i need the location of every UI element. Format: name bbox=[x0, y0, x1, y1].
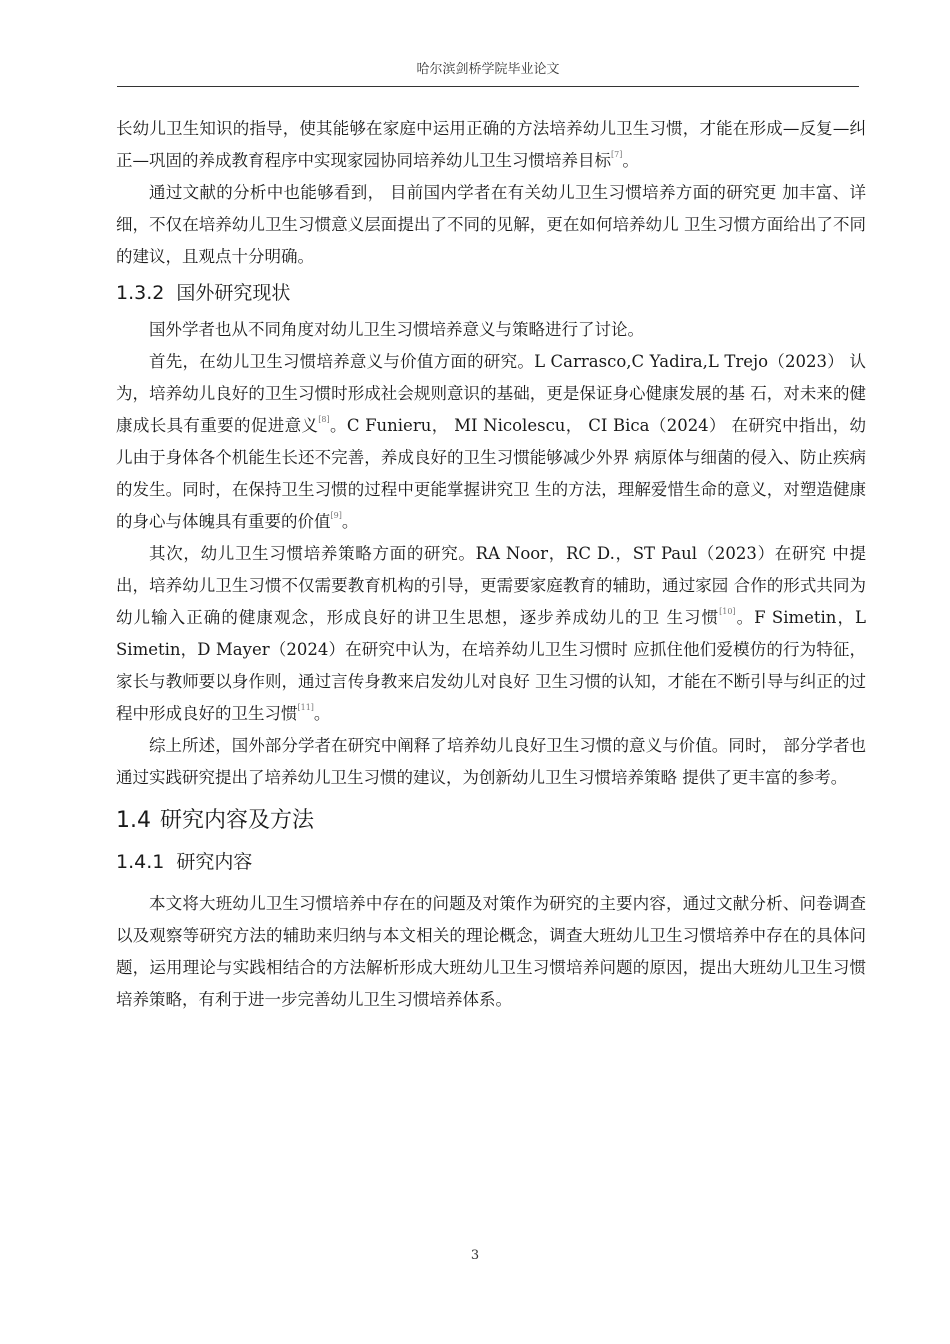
citation: [7] bbox=[611, 150, 623, 159]
paragraph: 通过文献的分析中也能够看到， 目前国内学者在有关幼儿卫生习惯培养方面的研究更 加丰富、详细，不仅在培养幼儿卫生习惯意义层面提出了不同的见解，更在如何培养幼儿 卫生习惯方面给出了不同的建议，且观点十分明确。 bbox=[116, 183, 866, 266]
paragraph: 本文将大班幼儿卫生习惯培养中存在的问题及对策作为研究的主要内容，通过文献分析、问卷调查以及观察等研究方法的辅助来归纳与本文相关的理论概念，调查大班幼儿卫生习惯培养中存在的具体问题，运用理论与实践相结合的方法解析形成大班幼儿卫生习惯培养问题的原因，提出大班幼儿卫生习惯培养策略，有利于进一步完善幼儿卫生习惯培养体系。 bbox=[116, 894, 866, 1009]
paragraph: 综上所述，国外部分学者在研究中阐释了培养幼儿良好卫生习惯的意义与价值。同时， 部分学者也通过实践研究提出了培养幼儿卫生习惯的建议，为创新幼儿卫生习惯培养策略 提供了更丰富的参考。 bbox=[116, 736, 866, 787]
page-header bbox=[117, 56, 859, 87]
header-title: 哈尔滨剑桥学院毕业论文 bbox=[416, 62, 560, 77]
section-heading-1-3-2: 1.3.2 国外研究现状 bbox=[116, 282, 291, 304]
citation: [9] bbox=[330, 511, 342, 520]
document-body bbox=[116, 113, 866, 1016]
paragraph: 长幼儿卫生知识的指导，使其能够在家庭中运用正确的方法培养幼儿卫生习惯，才能在形成—反复—纠正—巩固的养成教育程序中实现家园协同培养幼儿卫生习惯培养目标[7]。 bbox=[116, 119, 866, 170]
citation: [8] bbox=[318, 415, 330, 424]
paragraph: 国外学者也从不同角度对幼儿卫生习惯培养意义与策略进行了讨论。 bbox=[149, 320, 644, 339]
page-number: 3 bbox=[470, 1248, 480, 1263]
citation: [10] bbox=[719, 607, 736, 616]
citation: [11] bbox=[297, 703, 314, 712]
section-heading-1-4-1: 1.4.1 研究内容 bbox=[116, 851, 253, 873]
paragraph: 其次，幼儿卫生习惯培养策略方面的研究。RA Noor，RC D.，ST Paul（2023）在研究 中提出，培养幼儿卫生习惯不仅需要教育机构的引导，更需要家庭教育的辅助，通过家园 合作的形式共同为幼儿输入正确的健康观念，形成良好的讲卫生思想，逐步养成幼儿的卫 生习惯[10]。F Simetin，L Simetin，D Mayer（2024）在研究中认为，在培养幼儿卫生习惯时 应抓住他们爱模仿的行为特征，家长与教师要以身作则，通过言传身教来启发幼儿对良好 卫生习惯的认知，才能在不断引导与纠正的过程中形成良好的卫生习惯[11]。 bbox=[116, 544, 866, 723]
paragraph: 首先，在幼儿卫生习惯培养意义与价值方面的研究。L Carrasco,C Yadira,L Trejo（2023） 认为，培养幼儿良好的卫生习惯时形成社会规则意识的基础，更是保证身心健康发展的基 石，对未来的健康成长具有重要的促进意义[8]。C Funieru， MI Nicolescu， CI Bica（2024） 在研究中指出，幼儿由于身体各个机能生长还不完善，养成良好的卫生习惯能够减少外界 病原体与细菌的侵入、防止疾病的发生。同时，在保持卫生习惯的过程中更能掌握讲究卫 生的方法，理解爱惜生命的意义，对塑造健康的身心与体魄具有重要的价值[9]。 bbox=[116, 352, 867, 531]
section-heading-1-4: 1.4 研究内容及方法 bbox=[116, 808, 315, 833]
